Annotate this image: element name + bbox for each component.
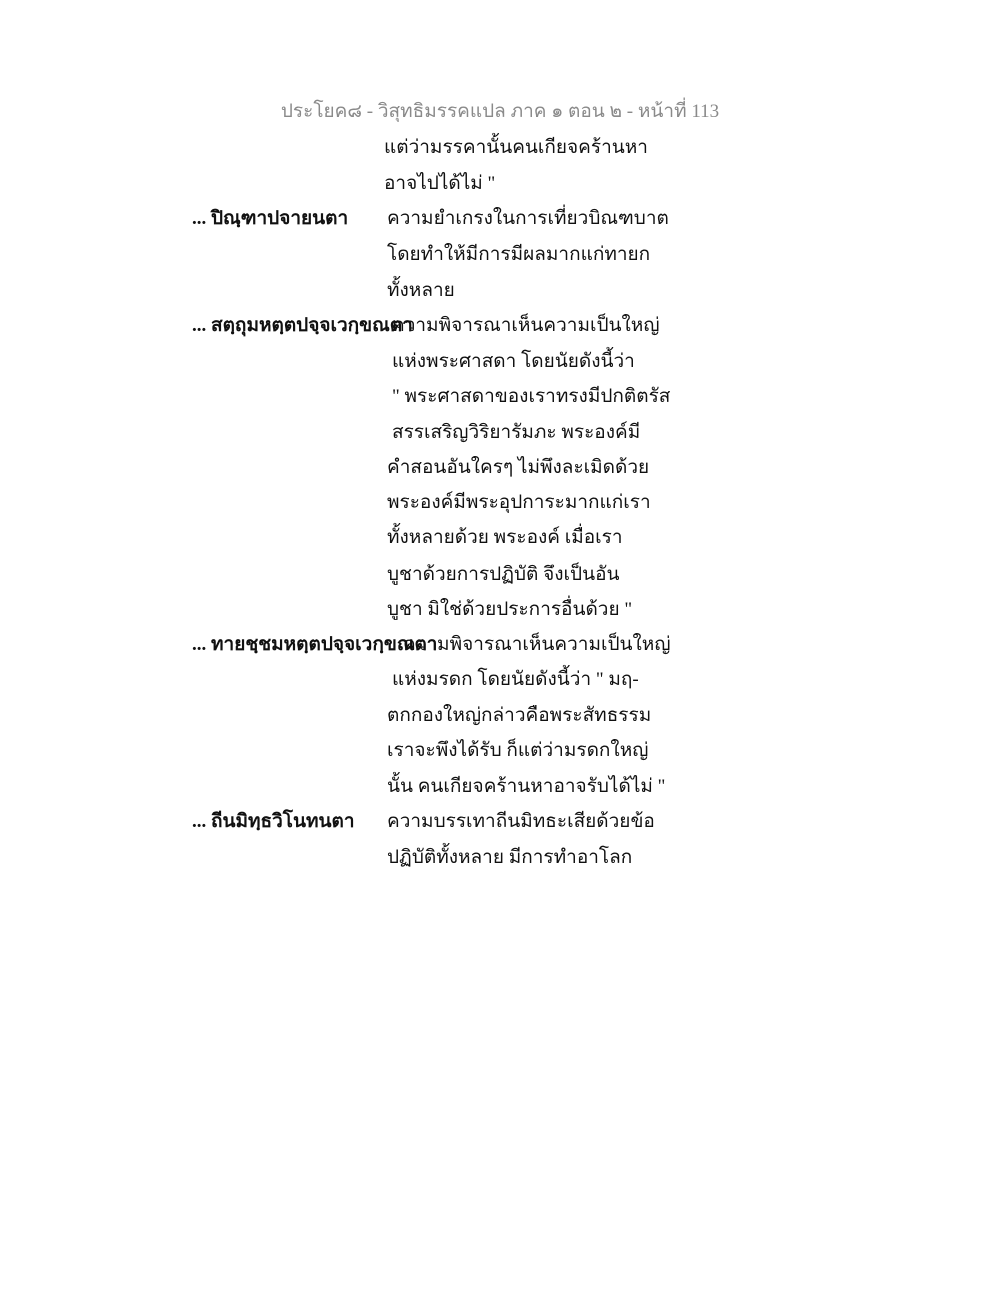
glossary-term: ... ทายชฺชมหตฺตปจฺจเวกฺขณตา xyxy=(192,634,438,655)
body-line: อาจไปได้ไม่ " xyxy=(384,173,496,194)
body-line: พระองค์มีพระอุปการะมากแก่เรา xyxy=(387,492,651,513)
body-line: ตกกองใหญ่กล่าวคือพระสัทธรรม xyxy=(387,705,652,726)
body-line: ความยำเกรงในการเที่ยวบิณฑบาต xyxy=(387,208,669,229)
body-line: ทั้งหลาย xyxy=(387,280,455,301)
body-line: ความพิจารณาเห็นความเป็นใหญ่ xyxy=(403,634,671,655)
body-line: คำสอนอันใครๆ ไม่พึงละเมิดด้วย xyxy=(387,457,650,478)
body-line: บูชาด้วยการปฏิบัติ จึงเป็นอัน xyxy=(387,564,620,585)
glossary-term: ... ถีนมิทฺธวิโนทนตา xyxy=(192,811,355,832)
body-line: เราจะพึงได้รับ ก็แต่ว่ามรดกใหญ่ xyxy=(387,740,649,761)
body-line: ความบรรเทาถีนมิทธะเสียด้วยข้อ xyxy=(387,811,655,832)
body-line: แต่ว่ามรรคานั้นคนเกียจคร้านหา xyxy=(384,137,648,158)
glossary-term: ... ปิณฺฑาปจายนตา xyxy=(192,208,349,229)
body-line: นั้น คนเกียจคร้านหาอาจรับได้ไม่ " xyxy=(387,776,666,797)
body-line: สรรเสริญวิริยารัมภะ พระองค์มี xyxy=(392,422,641,443)
body-line: ความพิจารณาเห็นความเป็นใหญ่ xyxy=(392,315,660,336)
body-line: โดยทำให้มีการมีผลมากแก่ทายก xyxy=(387,244,651,265)
body-line: ปฏิบัติทั้งหลาย มีการทำอาโลก xyxy=(387,847,633,868)
body-line: " พระศาสดาของเราทรงมีปกติตรัส xyxy=(392,386,671,407)
page-header: ประโยค๘ - วิสุทธิมรรคแปล ภาค ๑ ตอน ๒ - หน้าที่ 113 xyxy=(280,101,720,122)
body-line: บูชา มิใช่ด้วยประการอื่นด้วย " xyxy=(387,599,633,620)
body-line: ทั้งหลายด้วย พระองค์ เมื่อเรา xyxy=(387,527,623,548)
glossary-term: ... สตฺถุมหตฺตปจฺจเวกฺขณตา xyxy=(192,315,413,336)
body-line: แห่งพระศาสดา โดยนัยดังนี้ว่า xyxy=(392,351,635,372)
body-line: แห่งมรดก โดยนัยดังนี้ว่า " มฤ- xyxy=(392,669,639,690)
